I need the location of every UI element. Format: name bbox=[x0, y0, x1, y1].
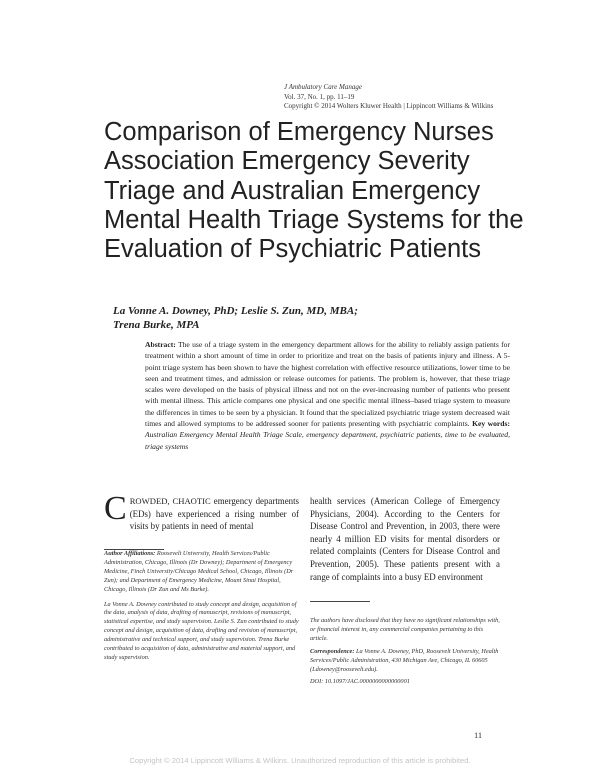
keywords-text: Australian Emergency Mental Health Triage Scale, emergency department, psychiatric patients, time to be evaluated, triage systems bbox=[145, 430, 510, 451]
article-title: Comparison of Emergency Nurses Association Emergency Severity Triage and Australian Emergency Mental Health Triage Systems for the Evaluation of Psychiatric Patients bbox=[104, 118, 524, 264]
body-column-2 bbox=[310, 495, 500, 583]
authors bbox=[113, 304, 533, 332]
keywords-label: Key words: bbox=[472, 419, 510, 429]
copyright-footer: Copyright © 2014 Lippincott Williams & Wilkins. Unauthorized reproduction of this article is prohibited. bbox=[129, 756, 471, 765]
journal-copyright: Copyright © 2014 Wolters Kluwer Health | Lippincott Williams & Wilkins bbox=[284, 102, 494, 110]
drop-cap: C bbox=[104, 490, 127, 527]
authors-line-1: La Vonne A. Downey, PhD; Leslie S. Zun, MD, MBA; bbox=[113, 305, 358, 317]
author-affiliations bbox=[104, 550, 299, 669]
authors-line-2: Trena Burke, MPA bbox=[113, 319, 200, 331]
journal-volume: Vol. 37, No. 1, pp. 11–19 bbox=[284, 92, 355, 101]
affiliations-text: Roosevelt University, Health Services/Public Administration, Chicago, Illinois (Dr Downey); Department of Emergency Medicine, Finch University/Chicago Medical School, Chicago, Illinois (Dr Zun); and Department of Emergency Medicine, Mount Sinai Hospital, Chicago, Illinois (Dr Zun and Ms Burke). bbox=[104, 550, 294, 593]
journal-header bbox=[284, 83, 584, 112]
journal-name: J Ambulatory Care Manage bbox=[284, 83, 362, 91]
abstract-text: The use of a triage system in the emergency department allows for the ability to reliably assign patients for treatment within a short amount of time in order to prioritize and treat on the basis of patients injury and illness. A 5-point triage system has been shown to have the highest correlation with effective resource utilizations, lower time to be seen and treatment times, and admission or release outcomes for patients. The problem is, however, that these triage scales were developed on the basis of physical illness and not on the ever-increasing number of patients who present with mental illness. This article compares one physical and one specific mental illness–based triage system to measure the differences in times to be seen by a physician. It found that the specialized psychiatric triage system decreased wait times and allowed symptoms to be addressed sooner for patients presenting with psychiatric complaints. bbox=[145, 340, 511, 429]
contributions-paragraph: La Vonne A. Downey contributed to study concept and design, acquisition of the data, analysis of data, drafting of manuscript, revisions of manuscript, statistical expertise, and study supervision. Leslie S. Zun contributed to study concept and design, acquisition of data, drafting and revision of manuscript, administrative and technical support, and study supervision. Trena Burke contributed to acquisition of data, administrative and material support, and study supervision. bbox=[104, 600, 299, 661]
article-notes bbox=[310, 617, 500, 691]
abstract bbox=[145, 339, 510, 452]
body-column-1 bbox=[104, 490, 299, 533]
abstract-label: Abstract: bbox=[145, 340, 176, 349]
affiliations-label: Author Affiliations: bbox=[104, 550, 156, 557]
correspondence-text: La Vonne A. Downey, PhD, Roosevelt University, Health Services/Public Administration, 430 Michigan Ave, Chicago, IL 60605 (Ldowney@roosevelt.edu). bbox=[310, 647, 499, 673]
body-col1-text: emergency departments (EDs) have experienced a rising number of visits by patients in need of mental bbox=[129, 496, 299, 532]
disclosure-note: The authors have disclosed that they have no significant relationships with, or financial interest in, any commercial companies pertaining to this article. bbox=[310, 617, 500, 642]
correspondence-label: Correspondence: bbox=[310, 647, 355, 655]
opening-smallcaps: ROWDED, CHAOTIC bbox=[129, 496, 211, 506]
page-number: 11 bbox=[474, 730, 483, 740]
affiliations-paragraph bbox=[104, 550, 299, 595]
correspondence-note bbox=[310, 648, 500, 675]
footnote-divider-right bbox=[310, 601, 370, 602]
body-col2-text: health services (American College of Emergency Physicians, 2004). According to the Centers for Disease Control and Prevention, in 2003, there were nearly 4 million ED visits for mental disorders or related complaints (Centers for Disease Control and Prevention, 2005). These patients present with a range of complaints into a busy ED environment bbox=[310, 496, 500, 582]
doi-note: DOI: 10.1097/JAC.0000000000000001 bbox=[310, 678, 410, 686]
